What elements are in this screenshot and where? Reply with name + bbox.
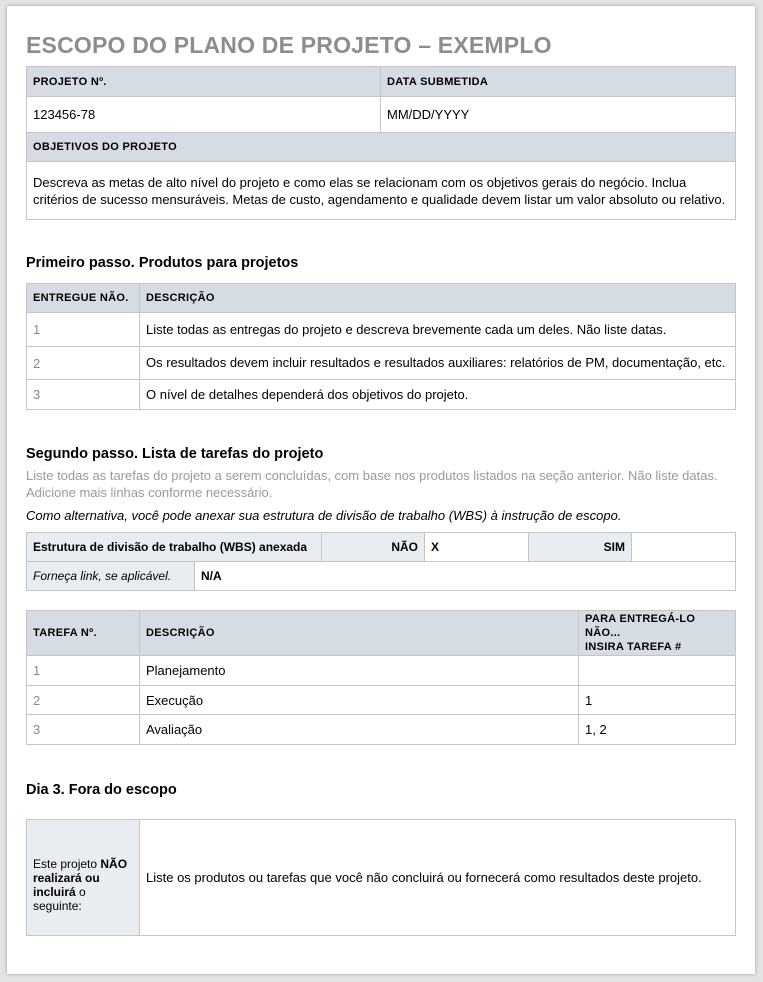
wbs-no-value[interactable]: X <box>425 533 529 562</box>
step2-heading: Segundo passo. Lista de tarefas do projeto <box>26 446 324 462</box>
task-desc[interactable]: Execução <box>140 686 579 715</box>
document-title: ESCOPO DO PLANO DE PROJETO – EXEMPLO <box>26 32 552 58</box>
table-row <box>27 313 736 347</box>
out-of-scope-label-bold2: realizará ou incluirá <box>33 870 100 899</box>
task-deliverable-header-line1: PARA ENTREGÁ-LO <box>585 613 696 625</box>
link-label: Forneça link, se aplicável. <box>27 562 195 591</box>
step1-heading: Primeiro passo. Produtos para projetos <box>26 255 299 271</box>
deliverables-table <box>26 283 736 410</box>
task-desc-header: DESCRIÇÃO <box>140 611 579 656</box>
task-deliverable[interactable]: 1, 2 <box>579 715 736 745</box>
date-submitted-label: DATA SUBMETIDA <box>381 67 736 97</box>
deliverable-desc[interactable]: Liste todas as entregas do projeto e descreva brevemente cada um deles. Não liste datas. <box>140 313 736 347</box>
deliverable-no-header: ENTREGUE NÃO. <box>27 284 140 313</box>
task-deliverable-header-line2: NÃO... <box>585 627 621 639</box>
task-deliverable[interactable]: 1 <box>579 686 736 715</box>
wbs-no-label: NÃO <box>322 533 425 562</box>
project-objectives-text[interactable]: Descreva as metas de alto nível do projeto e como elas se relacionam com os objetivos gerais do negócio. Inclua critérios de sucesso mensuráveis. Metas de custo, agendamento e qualidade devem listar um valor absoluto ou relativo. <box>27 162 736 220</box>
wbs-attached-label: Estrutura de divisão de trabalho (WBS) anexada <box>27 533 322 562</box>
table-row <box>27 380 736 410</box>
table-row <box>27 715 736 745</box>
link-value[interactable]: N/A <box>195 562 736 591</box>
task-no-header: TAREFA Nº. <box>27 611 140 656</box>
deliverable-desc[interactable]: O nível de detalhes dependerá dos objetivos do projeto. <box>140 380 736 410</box>
task-deliverable[interactable] <box>579 656 736 686</box>
deliverable-no: 3 <box>27 380 140 410</box>
out-of-scope-label <box>27 820 140 936</box>
step2-alt-note: Como alternativa, você pode anexar sua estrutura de divisão de trabalho (WBS) à instrução de escopo. <box>26 508 622 523</box>
out-of-scope-text[interactable]: Liste os produtos ou tarefas que você não concluirá ou fornecerá como resultados deste projeto. <box>140 820 736 936</box>
task-deliverable-header <box>579 611 736 656</box>
deliverable-no: 1 <box>27 313 140 347</box>
task-desc[interactable]: Avaliação <box>140 715 579 745</box>
wbs-table <box>26 532 736 591</box>
tasks-table <box>26 610 736 745</box>
out-of-scope-label-bold1: NÃO <box>100 856 128 871</box>
task-deliverable-header-line3: INSIRA TAREFA # <box>585 641 682 653</box>
project-info-table <box>26 66 736 220</box>
task-no: 1 <box>27 656 140 686</box>
project-objectives-label: OBJETIVOS DO PROJETO <box>27 133 736 162</box>
table-row <box>27 347 736 380</box>
wbs-yes-label: SIM <box>529 533 632 562</box>
document-page <box>7 6 755 974</box>
wbs-yes-value[interactable] <box>632 533 736 562</box>
date-submitted-value[interactable]: MM/DD/YYYY <box>381 97 736 133</box>
out-of-scope-table <box>26 819 736 936</box>
deliverable-desc-header: DESCRIÇÃO <box>140 284 736 313</box>
step3-heading: Dia 3. Fora do escopo <box>26 782 177 798</box>
project-no-label: PROJETO Nº. <box>27 67 381 97</box>
deliverable-desc[interactable]: Os resultados devem incluir resultados e resultados auxiliares: relatórios de PM, documentação, etc. <box>140 347 736 380</box>
out-of-scope-label-text2: o seguinte: <box>33 884 86 913</box>
task-desc[interactable]: Planejamento <box>140 656 579 686</box>
table-row <box>27 686 736 715</box>
task-no: 2 <box>27 686 140 715</box>
step2-note: Liste todas as tarefas do projeto a serem concluídas, com base nos produtos listados na seção anterior. Não liste datas. Adicione mais linhas conforme necessário. <box>26 468 718 500</box>
out-of-scope-label-text1: Este projeto <box>33 856 101 871</box>
project-no-value[interactable]: 123456-78 <box>27 97 381 133</box>
task-no: 3 <box>27 715 140 745</box>
table-row <box>27 656 736 686</box>
deliverable-no: 2 <box>27 347 140 380</box>
